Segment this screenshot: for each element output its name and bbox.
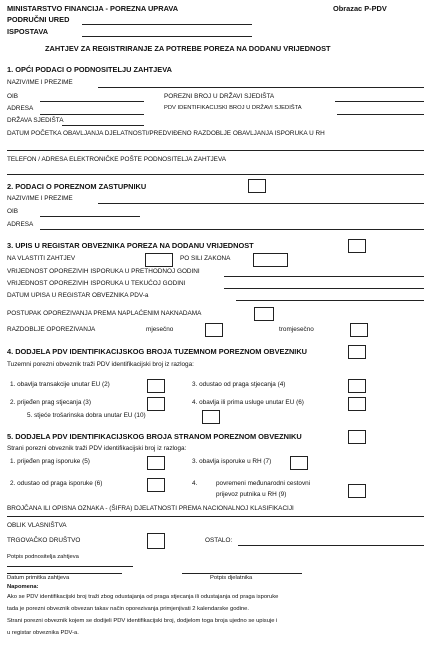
note-line-3: Strani porezni obveznik kojem se dodijeli PDV identifikacijski broj, dodjelom toga broja ujedno se upisuje i — [7, 618, 278, 624]
s5-reason-4-label-a: povremeni međunarodni cestovni — [216, 480, 311, 487]
s3-on-request-box[interactable] — [145, 253, 173, 267]
s2-checkbox[interactable] — [248, 179, 266, 193]
s1-phone-label: TELEFON / ADRESA ELEKTRONIČKE POŠTE PODNOSITELJA ZAHTJEVA — [7, 156, 226, 163]
section-2-title: 2. PODACI O POREZNOM ZASTUPNIKU — [7, 182, 147, 191]
note-line-4: u registar obveznika PDV-a. — [7, 630, 79, 636]
other-label: OSTALO: — [205, 537, 233, 544]
section-5-title: 5. DODJELA PDV IDENTIFIKACIJSKOG BROJA STRANOM POREZNOM OBVEZNIKU — [7, 432, 302, 441]
receipt-date-field[interactable] — [7, 573, 122, 574]
s4-reason-1-label: 1. obavlja transakcije unutar EU (2) — [10, 381, 110, 388]
s5-reason-4-box[interactable] — [348, 484, 366, 498]
s4-reason-1-box[interactable] — [147, 379, 165, 393]
s5-reason-4-label-b: prijevoz putnika u RH (9) — [216, 491, 287, 498]
note-line-1: Ako se PDV identifikacijski broj traži zbog odustajanja od praga stjecanja ili odustajanja od praga isporuke — [7, 594, 279, 600]
s1-country-seat-label: DRŽAVA SJEDIŠTA — [7, 117, 64, 124]
s3-curr-year-label: VRIJEDNOST OPOREZIVIH ISPORUKA U TEKUĆOJ GODINI — [7, 280, 186, 287]
signature-field[interactable] — [7, 566, 133, 567]
s3-prev-year-label: VRIJEDNOST OPOREZIVIH ISPORUKA U PRETHODNOJ GODINI — [7, 268, 200, 275]
section-3-title: 3. UPIS U REGISTAR OBVEZNIKA POREZA NA DODANU VRIJEDNOST — [7, 241, 254, 250]
company-label: TRGOVAČKO DRUŠTVO — [7, 537, 81, 544]
ministry-name: MINISTARSTVO FINANCIJA - POREZNA UPRAVA — [7, 4, 179, 13]
s3-monthly-box[interactable] — [205, 323, 223, 337]
s3-curr-year-field[interactable] — [224, 288, 424, 289]
s1-oib-label: OIB — [7, 93, 19, 100]
s2-name-label: NAZIV/IME I PREZIME — [7, 195, 73, 202]
s5-reason-3-label: 3. obavlja isporuke u RH (7) — [192, 458, 272, 465]
s4-checkbox[interactable] — [348, 345, 366, 359]
s4-intro: Tuzemni porezni obveznik traži PDV identifikacijski broj iz razloga: — [7, 361, 194, 368]
s1-start-date-field[interactable] — [7, 150, 424, 151]
s4-reason-3-label: 3. odustao od praga stjecanja (4) — [192, 381, 286, 388]
s4-reason-3-box[interactable] — [348, 379, 366, 393]
activity-code-field[interactable] — [7, 516, 424, 517]
s1-vat-country-field[interactable] — [337, 114, 424, 115]
s5-reason-3-box[interactable] — [290, 456, 308, 470]
s5-reason-2-box[interactable] — [147, 478, 165, 492]
company-box[interactable] — [147, 533, 165, 549]
s3-quarterly-label: tromjesečno — [279, 326, 314, 333]
s3-reg-date-label: DATUM UPISA U REGISTAR OBVEZNIKA PDV-a — [7, 292, 149, 299]
s3-by-law-label: PO SILI ZAKONA — [180, 255, 231, 262]
s1-vat-country-label: PDV IDENTIFIKACIJSKI BROJ U DRŽAVI SJEDIŠTA — [164, 105, 302, 111]
s2-oib-field[interactable] — [40, 216, 140, 217]
s1-address-field[interactable] — [40, 114, 144, 115]
ownership-label: OBLIK VLASNIŠTVA — [7, 522, 67, 529]
s4-reason-5-box[interactable] — [202, 410, 220, 424]
s3-period-label: RAZDOBLJE OPOREZIVANJA — [7, 326, 96, 333]
s5-reason-1-label: 1. prijeđen prag isporuke (5) — [10, 458, 90, 465]
signature-label: Potpis podnositelja zahtjeva — [7, 554, 79, 560]
clerk-signature-field[interactable] — [182, 573, 302, 574]
s3-cash-basis-label: POSTUPAK OPOREZIVANJA PREMA NAPLAĆENIM NAKNADAMA — [7, 310, 202, 317]
section-1-title: 1. OPĆI PODACI O PODNOSITELJU ZAHTJEVA — [7, 65, 172, 74]
s5-reason-4-num: 4. — [192, 480, 198, 487]
branch-label: ISPOSTAVA — [7, 27, 49, 36]
s4-reason-4-label: 4. obavlja ili prima usluge unutar EU (6) — [192, 399, 304, 406]
other-field[interactable] — [238, 545, 424, 546]
s2-address-label: ADRESA — [7, 221, 34, 228]
s2-name-field[interactable] — [98, 203, 424, 204]
s4-reason-5-label: 5. stjeće trošarinska dobra unutar EU (10) — [27, 412, 146, 419]
s3-prev-year-field[interactable] — [224, 276, 424, 277]
s3-reg-date-field[interactable] — [236, 300, 424, 301]
s3-on-request-label: NA VLASTITI ZAHTJEV — [7, 255, 76, 262]
activity-code-label: BROJČANA ILI OPISNA OZNAKA - (ŠIFRA) DJELATNOSTI PREMA NACIONALNOJ KLASIFIKACIJI — [7, 505, 294, 512]
s1-name-field[interactable] — [98, 87, 424, 88]
branch-field[interactable] — [82, 36, 252, 37]
form-code: Obrazac P-PDV — [333, 4, 387, 13]
s3-checkbox[interactable] — [348, 239, 366, 253]
s3-cash-basis-box[interactable] — [254, 307, 274, 321]
s4-reason-2-label: 2. prijeđen prag stjecanja (3) — [10, 399, 91, 406]
receipt-date-label: Datum primitka zahtjeva — [7, 575, 70, 581]
regional-office-field[interactable] — [82, 24, 252, 25]
s3-by-law-box[interactable] — [253, 253, 288, 267]
s4-reason-2-box[interactable] — [147, 397, 165, 411]
s5-intro: Strani porezni obveznik traži PDV identifikacijski broj iz razloga: — [7, 445, 187, 452]
s1-tax-country-field[interactable] — [335, 101, 424, 102]
s5-checkbox[interactable] — [348, 430, 366, 444]
s1-tax-country-label: POREZNI BROJ U DRŽAVI SJEDIŠTA — [164, 93, 275, 100]
form-title: ZAHTJEV ZA REGISTRIRANJE ZA POTREBE POREZA NA DODANU VRIJEDNOST — [45, 44, 331, 53]
s3-quarterly-box[interactable] — [350, 323, 368, 337]
s2-oib-label: OIB — [7, 208, 19, 215]
s1-phone-field[interactable] — [7, 174, 424, 175]
s1-country-seat-field[interactable] — [62, 125, 144, 126]
s2-address-field[interactable] — [40, 229, 424, 230]
s5-reason-1-box[interactable] — [147, 456, 165, 470]
section-4-title: 4. DODJELA PDV IDENTIFIKACIJSKOG BROJA TUZEMNOM POREZNOM OBVEZNIKU — [7, 347, 308, 356]
note-line-2: tada je porezni obveznik obvezan takav način oporezivanja primjenjivati 2 kalendarske godine. — [7, 606, 250, 612]
s1-address-label: ADRESA — [7, 105, 34, 112]
clerk-signature-label: Potpis djelatnika — [210, 575, 253, 581]
s1-start-date-label: DATUM POČETKA OBAVLJANJA DJELATNOSTI/PREDVIĐENO RAZDOBLJE OBAVLJANJA ISPORUKA U RH — [7, 130, 325, 137]
notes-title: Napomena: — [7, 584, 39, 590]
regional-office-label: PODRUČNI URED — [7, 15, 70, 24]
s1-name-label: NAZIV/IME I PREZIME — [7, 79, 73, 86]
s5-reason-2-label: 2. odustao od praga isporuke (6) — [10, 480, 103, 487]
s3-monthly-label: mjesečno — [146, 326, 174, 333]
s4-reason-4-box[interactable] — [348, 397, 366, 411]
s1-oib-field[interactable] — [40, 101, 144, 102]
